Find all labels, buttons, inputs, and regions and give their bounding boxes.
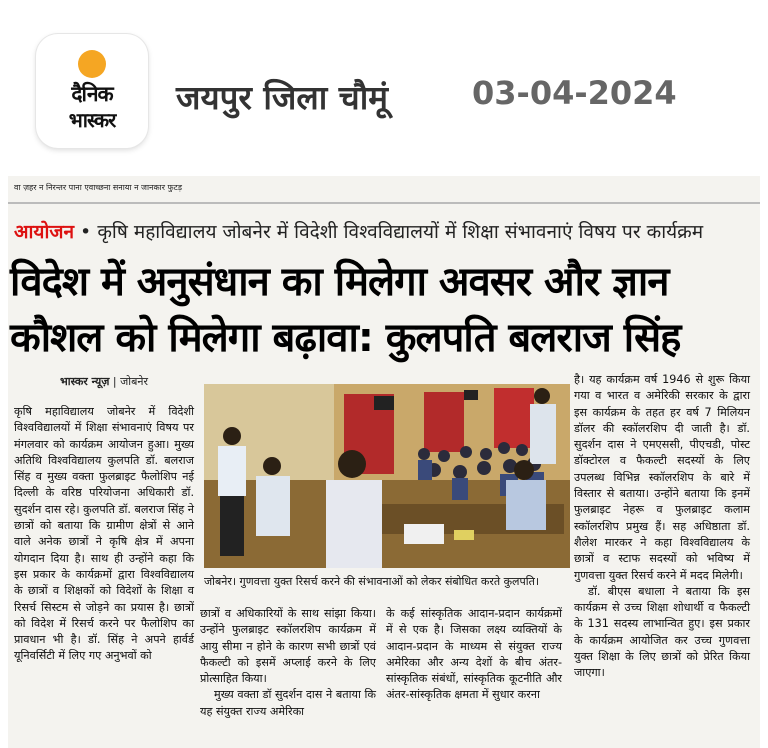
photo-caption: जोबनेर। गुणवत्ता युक्त रिसर्च करने की संभावनाओं को लेकर संबोधित करते कुलपति। xyxy=(204,575,540,588)
column-4-paragraph-2: डॉ. बीएस बधाला ने बताया कि इस कार्यक्रम से उच्च शिक्षा शोधार्थी व फैकल्टी के 131 सदस्य लाभान्वित हुए। इस प्रकार के कार्यक्रम आयोजित कर उच्च गुणवत्ता युक्त शिक्षा के लिए छात्रों को प्रेरित किया जाएगा। xyxy=(574,584,750,680)
byline-separator: | xyxy=(109,375,121,388)
logo-line-1: दैनिक xyxy=(71,82,113,106)
logo-line-2: भास्कर xyxy=(68,108,116,132)
column-2-paragraph-1: छात्रों व अधिकारियों के साथ सांझा किया। उन्होंने फुलब्राइट स्कॉलरशिप कार्यक्रम में आयु सीमा न होने के कारण सभी छात्रों एवं फैकल्टी को इसमें अप्लाई करने के लिए प्रोत्साहित किया। xyxy=(200,607,376,686)
byline xyxy=(60,374,148,389)
kicker-label: आयोजन xyxy=(14,221,75,243)
dainik-bhaskar-logo xyxy=(36,34,148,148)
byline-place: जोबनेर xyxy=(120,375,149,388)
event-photo-illustration xyxy=(204,384,570,568)
article-column-3 xyxy=(386,606,562,718)
cut-text-line: वा ज़हर न निरन्तर पाना एवाच्छना सनाया न जानकार फुटड़ xyxy=(14,183,183,192)
kicker-text: कृषि महाविद्यालय जोबनेर में विदेशी विश्वविद्यालयों में शिक्षा संभावनाएं विषय पर कार्यक्रम xyxy=(97,221,704,243)
edition-date: 03-04-2024 xyxy=(472,74,677,112)
column-1-text: कृषि महाविद्यालय जोबनेर में विदेशी विश्वविद्यालयों में शिक्षा संभावनाएं विषय पर मंगलवार को कार्यक्रम आयोजन हुआ। मुख्य अतिथि विश्वविद्यालय कुलपति डॉ. बलराज सिंह व मुख्य वक्ता फुलब्राइट फैलोशिप नई दिल्ली के वरिष्ठ परियोजना अधिकारी डॉ. सुदर्शन दास रहे। कुलपति डॉ. बलराज सिंह ने छात्रों को बताया कि ग्रामीण क्षेत्रों से आने वाले अनेक छात्रों ने कृषि क्षेत्र में अपना योगदान दिया है। साथ ही उन्होंने कहा कि इस प्रकार के कार्यक्रमों द्वारा विश्वविद्यालय के छात्रों व शिक्षकों को विदेशों के शिक्षा व रिसर्च सिस्टम से जोड़ने का प्रयास है। छात्रों को विदेश में रिसर्च करने पर फैलोशिप का प्रावधान भी है। डॉ. सिंह ने अपने हार्वर्ड यूनिवर्सिटी में लिए गए अनुभवों को xyxy=(14,405,194,663)
article-column-2 xyxy=(200,606,376,718)
headline-line-1: विदेश में अनुसंधान का मिलेगा अवसर और ज्ञान xyxy=(10,259,669,305)
article-column-1 xyxy=(14,404,194,720)
headline-line-2: कौशल को मिलेगा बढ़ावा: कुलपति बलराज सिंह xyxy=(10,315,681,361)
byline-source: भास्कर न्यूज़ xyxy=(60,375,110,388)
column-2-paragraph-2: मुख्य वक्ता डॉ सुदर्शन दास ने बताया कि यह संयुक्त राज्य अमेरिका xyxy=(200,688,376,718)
kicker-bullet: • xyxy=(74,221,98,243)
divider xyxy=(8,202,760,204)
column-3-text: के कई सांस्कृतिक आदान-प्रदान कार्यक्रमों में से एक है। जिसका लक्ष्य व्यक्तियों के आदान-प्रदान के माध्यम से संयुक्त राज्य अमेरिका और अन्य देशों के बीच अंतर-सांस्कृतिक संबंधों, सांस्कृतिक कूटनीति और अंतर-सांस्कृतिक क्षमता में सुधार करना xyxy=(386,607,562,702)
article-column-4 xyxy=(574,372,750,720)
edition-place: जयपुर जिला चौमूं xyxy=(176,78,389,117)
column-4-paragraph-1: है। यह कार्यक्रम वर्ष 1946 से शुरू किया गया व भारत व अमेरिकी सरकार के द्वारा इस कार्यक्रम के तहत हर वर्ष 7 मिलियन डॉलर की स्कॉलरशिप दी जाती है। डॉ. सुदर्शन दास ने एमएससी, पीएचडी, पोस्ट डॉक्टोरल व फैकल्टी सदस्यों के लिए उपलब्ध विभिन्न स्कॉलरशिप के बारे में विस्तार से बताया। उन्होंने बताया कि इनमें फुलब्राइट नेहरू व फुलब्राइट कलाम स्कॉलरशिप प्रमुख हैं। सह अधिष्ठाता डॉ. शैलेश मारकर ने कहा विश्वविद्यालय के छात्रों व स्टाफ सदस्यों को भविष्य में गुणवत्ता युक्त रिसर्च करने में मदद मिलेगी। xyxy=(574,373,750,582)
kicker xyxy=(14,218,703,244)
event-photo xyxy=(204,384,570,568)
page-header xyxy=(0,0,768,168)
sun-icon xyxy=(78,50,106,78)
